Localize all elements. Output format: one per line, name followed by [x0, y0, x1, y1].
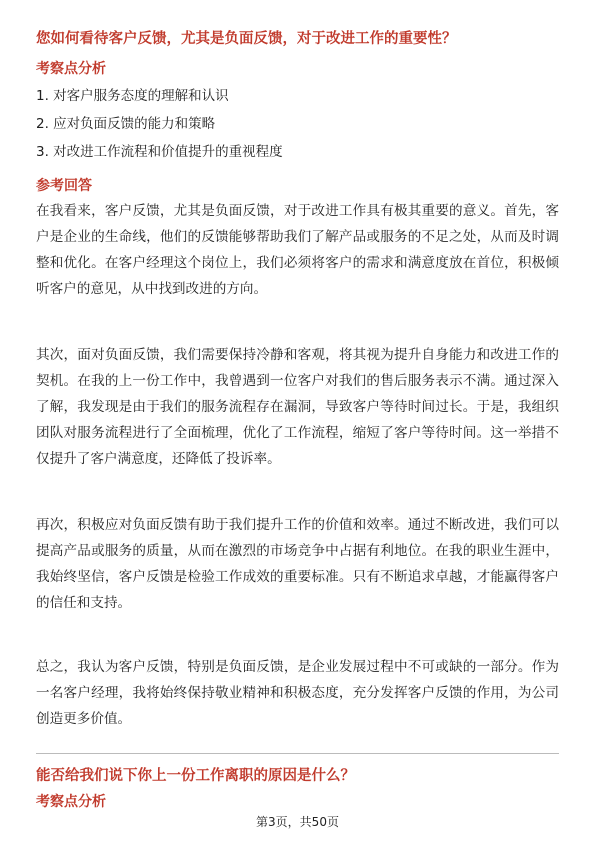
analysis-point: 3. 对改进工作流程和价值提升的重视程度	[36, 144, 283, 160]
analysis-heading: 考察点分析	[36, 61, 106, 77]
question-title: 您如何看待客户反馈，尤其是负面反馈，对于改进工作的重要性？	[36, 31, 457, 47]
answer-paragraph: 其次，面对负面反馈，我们需要保持冷静和客观，将其视为提升自身能力和改进工作的契机。在我的上一份工作中，我曾遇到一位客户对我们的售后服务表示不满。通过深入了解，我发现是由于我们的服务流程存在漏洞，导致客户等待时间过长。于是，我组织团队对服务流程进行了全面梳理，优化了工作流程，缩短了客户等待时间。这一举措不仅提升了客户满意度，还降低了投诉率。	[36, 347, 559, 467]
next-analysis-heading: 考察点分析	[36, 794, 106, 810]
page-number: 第3页，共50页	[256, 815, 339, 829]
answer-heading: 参考回答	[36, 178, 92, 194]
answer-paragraph: 总之，我认为客户反馈，特别是负面反馈，是企业发展过程中不可或缺的一部分。作为一名客户经理，我将始终保持敬业精神和积极态度，充分发挥客户反馈的作用，为公司创造更多价值。	[36, 659, 559, 727]
analysis-point: 2. 应对负面反馈的能力和策略	[36, 116, 216, 132]
section-divider	[36, 753, 559, 754]
analysis-point: 1. 对客户服务态度的理解和认识	[36, 88, 229, 104]
next-question-title: 能否给我们说下你上一份工作离职的原因是什么？	[36, 768, 355, 784]
answer-paragraph: 再次，积极应对负面反馈有助于我们提升工作的价值和效率。通过不断改进，我们可以提高产品或服务的质量，从而在激烈的市场竞争中占据有利地位。在我的职业生涯中，我始终坚信，客户反馈是检验工作成效的重要标准。只有不断追求卓越，才能赢得客户的信任和支持。	[36, 517, 559, 611]
answer-paragraph: 在我看来，客户反馈，尤其是负面反馈，对于改进工作具有极其重要的意义。首先，客户是企业的生命线，他们的反馈能够帮助我们了解产品或服务的不足之处，从而及时调整和优化。在客户经理这个岗位上，我们必须将客户的需求和满意度放在首位，积极倾听客户的意见，从中找到改进的方向。	[36, 203, 559, 297]
